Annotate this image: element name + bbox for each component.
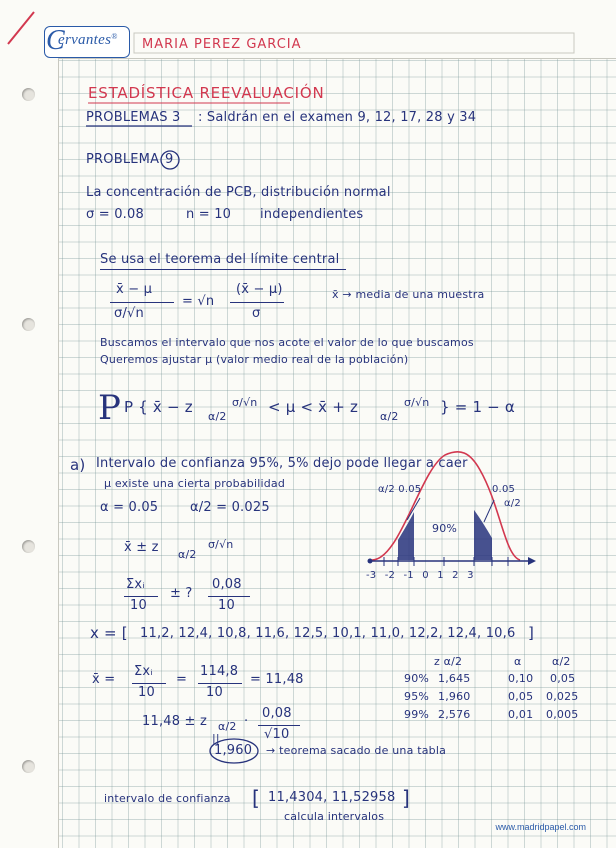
graph-right-label: 0.05 bbox=[492, 484, 516, 495]
part-a-line-2: μ existe una cierta probabilidad bbox=[104, 477, 286, 490]
sum-denominator: 10 bbox=[130, 598, 147, 613]
prob-sub-1: α/2 bbox=[208, 410, 227, 423]
ci-den: √10 bbox=[264, 727, 290, 742]
xbar-sigma-sqrt: σ/√n bbox=[208, 538, 234, 551]
ci-under: || bbox=[212, 732, 220, 745]
mean-den-2: 10 bbox=[206, 685, 223, 700]
z-table-header: z α/2 bbox=[434, 655, 463, 668]
sigma-value: σ = 0.08 bbox=[86, 207, 144, 222]
ci-num: 0,08 bbox=[262, 706, 292, 721]
interval-label: intervalo de confianza bbox=[104, 792, 231, 805]
mean-num: 114,8 bbox=[200, 664, 239, 679]
z-table-cell: 90% bbox=[404, 672, 430, 685]
z-table-cell: 2,576 bbox=[438, 708, 471, 721]
z-table-cell: 0,025 bbox=[546, 690, 579, 703]
mean-eq: = bbox=[176, 672, 188, 687]
z-table-cell: 0,01 bbox=[508, 708, 534, 721]
z-table-cell: 0,005 bbox=[546, 708, 579, 721]
z-table-cell: 99% bbox=[404, 708, 430, 721]
z-table-cell: 0,05 bbox=[550, 672, 576, 685]
data-suffix: ] bbox=[528, 624, 535, 642]
interval-value: 11,4304, 11,52958 bbox=[268, 790, 396, 805]
frac1-denominator: σ/√n bbox=[114, 306, 144, 321]
search-line-2: Queremos ajustar μ (valor medio real de la población) bbox=[100, 353, 409, 366]
z-table-cell: 0,10 bbox=[508, 672, 534, 685]
alpha-value: α = 0.05 bbox=[100, 500, 159, 515]
data-prefix: x = [ bbox=[90, 624, 128, 642]
interval-open: [ bbox=[252, 786, 261, 810]
xbar-note: x̄ → media de una muestra bbox=[332, 288, 485, 301]
frac-denominator: 10 bbox=[218, 598, 235, 613]
interval-note: calcula intervalos bbox=[284, 810, 385, 823]
alpha-half-value: α/2 = 0.025 bbox=[190, 500, 270, 515]
page-title: ESTADÍSTICA REEVALUACIÓN bbox=[88, 84, 325, 102]
z-value: 1,960 bbox=[214, 743, 253, 758]
brand-logo-c: C bbox=[46, 25, 65, 56]
frac-numerator: 0,08 bbox=[212, 577, 242, 592]
student-name: MARIA PEREZ GARCIA bbox=[142, 37, 302, 52]
n-value: n = 10 bbox=[186, 207, 232, 222]
part-a-label: a) bbox=[70, 456, 86, 474]
prob-formula-start: P { x̄ − z bbox=[124, 398, 193, 416]
problem-line-1: La concentración de PCB, distribución normal bbox=[86, 185, 391, 200]
mean-sum: Σxᵢ bbox=[134, 664, 153, 679]
ci-expression: 11,48 ± z bbox=[142, 714, 207, 729]
mean-result: = 11,48 bbox=[250, 672, 304, 687]
data-values: 11,2, 12,4, 10,8, 11,6, 12,5, 10,1, 11,0, 12,2, 12,4, 10,6 bbox=[140, 626, 516, 641]
frac2-denominator: σ bbox=[252, 306, 261, 321]
problem-heading: PROBLEMA bbox=[86, 152, 160, 167]
frac2-line bbox=[230, 302, 284, 303]
ci-dot: · bbox=[244, 714, 249, 729]
z-table-header: α bbox=[514, 655, 522, 668]
equals-sqrt-n: = √n bbox=[182, 294, 215, 309]
problem-number: 9 bbox=[165, 152, 174, 167]
prob-sub-2: α/2 bbox=[380, 410, 399, 423]
z-table-cell: 1,960 bbox=[438, 690, 471, 703]
graph-right-label-2: α/2 bbox=[504, 498, 521, 509]
xbar-pm: x̄ ± z bbox=[124, 540, 159, 555]
z-table-cell: 95% bbox=[404, 690, 430, 703]
problems-text: : Saldrán en el examen 9, 12, 17, 28 y 34 bbox=[198, 110, 477, 125]
prob-formula-mid: < μ < x̄ + z bbox=[268, 398, 359, 416]
prob-open-brace: P bbox=[98, 388, 121, 428]
footer-url: www.madridpapel.com bbox=[495, 822, 586, 832]
problems-label: PROBLEMAS 3 bbox=[86, 110, 181, 125]
xbar-sub: α/2 bbox=[178, 548, 197, 561]
frac2-numerator: (x̄ − μ) bbox=[236, 282, 283, 297]
mean-lhs: x̄ = bbox=[92, 672, 116, 687]
z-note: → teorema sacado de una tabla bbox=[266, 744, 447, 757]
tlc-line: Se usa el teorema del límite central bbox=[100, 252, 340, 267]
z-table-header: α/2 bbox=[552, 655, 571, 668]
interval-close: ] bbox=[402, 786, 411, 810]
graph-center-label: 90% bbox=[432, 522, 458, 535]
z-table-cell: 1,645 bbox=[438, 672, 471, 685]
graph-left-label: α/2 0.05 bbox=[378, 484, 422, 495]
search-line-1: Buscamos el intervalo que nos acote el valor de lo que buscamos bbox=[100, 336, 474, 349]
graph-tick-labels: -3 -2 -1 0 1 2 3 bbox=[366, 570, 474, 581]
frac1-line bbox=[110, 302, 174, 303]
right-tail bbox=[474, 510, 492, 560]
brand-logo-text: ervantes® bbox=[58, 32, 118, 48]
sum-numerator: Σxᵢ bbox=[126, 577, 145, 592]
prob-formula-end: } = 1 − α bbox=[440, 398, 515, 416]
prob-sigma-sqrt-1: σ/√n bbox=[232, 396, 258, 409]
prob-sigma-sqrt-2: σ/√n bbox=[404, 396, 430, 409]
pm-question: ± ? bbox=[170, 586, 193, 601]
tlc-underline bbox=[100, 269, 346, 270]
independent-note: independientes bbox=[260, 207, 364, 222]
part-a-line-1: Intervalo de confianza 95%, 5% dejo pode llegar a caer bbox=[96, 456, 468, 471]
z-table-cell: 0,05 bbox=[508, 690, 534, 703]
frac1-numerator: x̄ − μ bbox=[116, 282, 153, 297]
mean-den: 10 bbox=[138, 685, 155, 700]
ci-sub: α/2 bbox=[218, 720, 237, 733]
